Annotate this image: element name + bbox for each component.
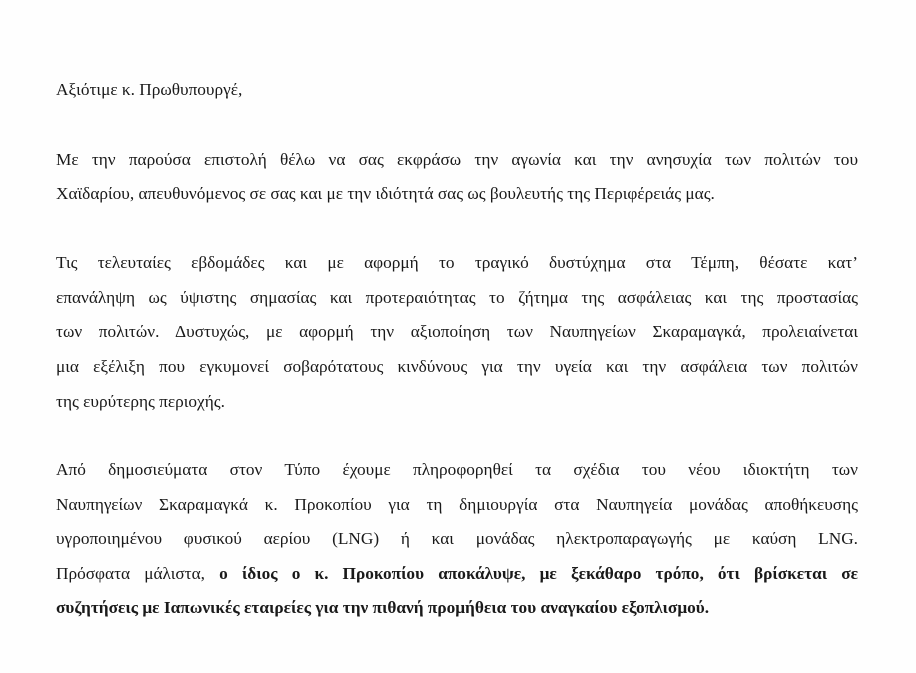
paragraph-line: Με την παρούσα επιστολή θέλω να σας εκφράσω την αγωνία και την ανησυχία των πολιτών του xyxy=(56,150,858,169)
paragraph-line: των πολιτών. Δυστυχώς, με αφορμή την αξιοποίηση των Ναυπηγείων Σκαραμαγκά, προλειαίνεται xyxy=(56,322,858,341)
paragraph-line: υγροποιημένου φυσικού αερίου (LNG) ή και μονάδας ηλεκτροπαραγωγής με καύση LNG. xyxy=(56,529,858,548)
paragraph-line: επανάληψη ως ύψιστης σημασίας και προτεραιότητας το ζήτημα της ασφάλειας και της προστασίας xyxy=(56,288,858,307)
paragraph-line xyxy=(56,598,858,618)
paragraph-line: Χαϊδαρίου, απευθυνόμενος σε σας και με την ιδιότητά σας ως βουλευτής της Περιφέρειάς μας. xyxy=(56,184,715,203)
paragraph-line: Ναυπηγείων Σκαραμαγκά κ. Προκοπίου για τη δημιουργία στα Ναυπηγεία μονάδας αποθήκευσης xyxy=(56,495,858,514)
paragraph-line: της ευρύτερης περιοχής. xyxy=(56,392,225,411)
regular-text: Πρόσφατα μάλιστα, xyxy=(56,564,220,583)
paragraph-line xyxy=(56,564,858,584)
paragraph-line: Τις τελευταίες εβδομάδες και με αφορμή το τραγικό δυστύχημα στα Τέμπη, θέσατε κατ’ xyxy=(56,253,858,272)
greeting: Αξιότιμε κ. Πρωθυπουργέ, xyxy=(56,80,243,99)
emphasized-text: ο ίδιος ο κ. Προκοπίου αποκάλυψε, με ξεκάθαρο τρόπο, ότι βρίσκεται σε xyxy=(219,564,859,583)
paragraph-line: μια εξέλιξη που εγκυμονεί σοβαρότατους κινδύνους για την υγεία και την ασφάλεια των πολιτών xyxy=(56,357,858,376)
emphasized-text: συζητήσεις με Ιαπωνικές εταιρείες για την πιθανή προμήθεια του αναγκαίου εξοπλισμού. xyxy=(56,598,710,617)
paragraph-line: Από δημοσιεύματα στον Τύπο έχουμε πληροφορηθεί τα σχέδια του νέου ιδιοκτήτη των xyxy=(56,460,858,479)
